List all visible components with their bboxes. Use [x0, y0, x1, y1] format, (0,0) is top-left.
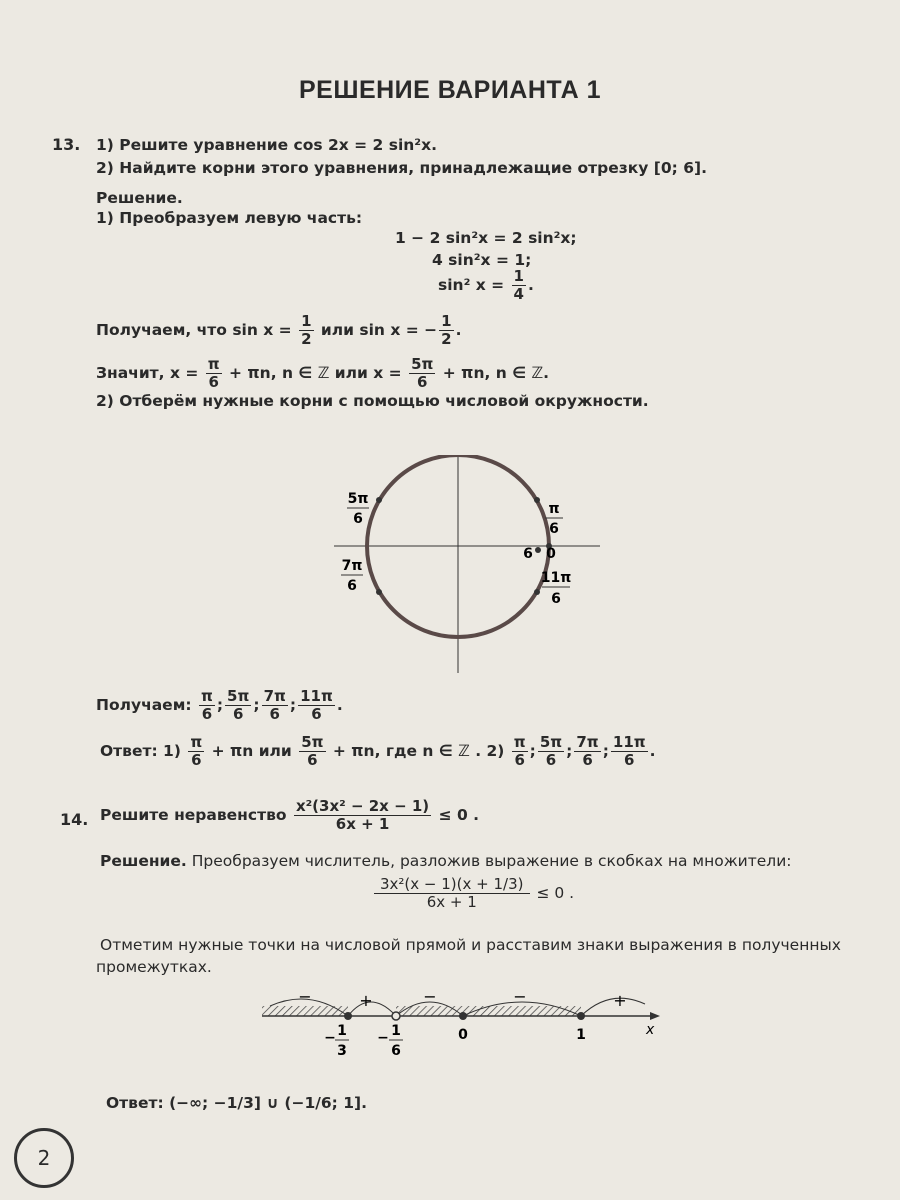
- label-pi-den: 6: [549, 521, 559, 537]
- pt1-den: 3: [337, 1043, 347, 1059]
- answer-14-end: .: [361, 1094, 368, 1112]
- equation-3-left: sin² x =: [438, 276, 505, 294]
- factored-inequality: [372, 876, 574, 911]
- inequality-fraction: $\frac{\text{x²(3x² − 2x − 1)}}{6x + 1}$: [295, 797, 430, 833]
- point-pi-6: [534, 497, 540, 503]
- problem-13-q1: 1) Решите уравнение cos 2x = 2 sin²x.: [96, 136, 437, 154]
- label-7pi-num: 7π: [341, 558, 363, 574]
- pt3-label: 0: [458, 1027, 468, 1043]
- point-zero: [459, 1012, 467, 1020]
- problem-14-q: Решите неравенство: [100, 806, 287, 824]
- mark-text-2: промежутках.: [96, 958, 212, 976]
- sign-1: −: [298, 987, 312, 1006]
- label-5pi-den: 6: [353, 511, 363, 527]
- factored-fraction: $\frac{\text{3x²(x − 1)(x + 1/3)}}{6x + 1}$: [374, 876, 530, 911]
- page-title: РЕШЕНИЕ ВАРИАНТА 1: [298, 76, 601, 104]
- answer-frac-pi-6: $\frac{\pi}{6}$: [190, 733, 203, 769]
- answer-14-part2: (−1/6; 1]: [284, 1094, 362, 1112]
- equation-3: sin² x = $\frac{1}{4}$ .: [438, 267, 534, 303]
- answer-13-mid1: + πn или: [211, 742, 292, 760]
- page-number: 2: [14, 1128, 74, 1188]
- answer-14-part1: (−∞; −1/3]: [169, 1094, 261, 1112]
- number-line-diagram: [250, 984, 670, 1074]
- answer-frac-c: $\frac{7\pi}{6}$: [576, 733, 599, 769]
- label-pi-num: π: [548, 501, 560, 517]
- means-mid2: + πn, n ∈ ℤ.: [442, 364, 550, 382]
- label-11pi-den: 6: [551, 591, 561, 607]
- pt2-minus: −: [377, 1030, 389, 1046]
- point-11pi-6: [534, 589, 540, 595]
- pt4-label: 1: [576, 1027, 586, 1043]
- point-6: [535, 547, 541, 553]
- problem-14-number: 14.: [60, 810, 89, 829]
- sign-5: +: [613, 991, 627, 1010]
- answer-13-prefix: Ответ: 1): [100, 742, 181, 760]
- solution-14-line: [100, 850, 792, 872]
- point-neg-one-sixth: [392, 1012, 400, 1020]
- sin-prefix: Получаем, что sin x =: [96, 321, 292, 339]
- step1-text: 1) Преобразуем левую часть:: [96, 209, 363, 227]
- label-11pi-num: 11π: [540, 570, 572, 586]
- fraction-half: $\frac{1}{2}$: [301, 312, 312, 348]
- answer-14-line: [106, 1092, 367, 1114]
- equation-2: 4 sin²x = 1;: [432, 251, 532, 269]
- fraction-pi-6: $\frac{\pi}{6}$: [207, 355, 220, 391]
- means-prefix: Значит, x =: [96, 364, 199, 382]
- problem-14-line: [100, 798, 479, 833]
- solution-14-text: Преобразуем числитель, разложив выражение в скобках на множители:: [191, 852, 792, 870]
- mark-text-1: Отметим нужные точки на числовой прямой и расставим знаки выражения в полученных: [100, 936, 841, 954]
- number-circle-diagram: [300, 455, 620, 675]
- answer-14-prefix: Ответ:: [106, 1094, 164, 1112]
- means-mid1: + πn, n ∈ ℤ или x =: [229, 364, 402, 382]
- solution-label-14: Решение.: [100, 852, 187, 870]
- sign-2: +: [359, 991, 373, 1010]
- point-5pi-6: [376, 497, 382, 503]
- result-prefix: Получаем:: [96, 696, 192, 714]
- pt1-minus: −: [324, 1030, 336, 1046]
- point-7pi-6: [376, 589, 382, 595]
- sin-mid: или sin x = −: [320, 321, 438, 339]
- point-one: [577, 1012, 585, 1020]
- result-frac-2: $\frac{5\pi}{6}$: [227, 687, 250, 723]
- fraction-5pi-6: $\frac{5\pi}{6}$: [411, 355, 434, 391]
- fraction-one-quarter: $\frac{1}{4}$: [513, 267, 524, 303]
- step2-text: 2) Отберём нужные корни с помощью числовой окружности.: [96, 392, 649, 410]
- x-axis-arrow: [650, 1012, 660, 1020]
- result-frac-1: $\frac{\pi}{6}$: [200, 687, 213, 723]
- pt1-num: 1: [337, 1023, 347, 1039]
- equation-1: 1 − 2 sin²x = 2 sin²x;: [395, 229, 577, 247]
- x-axis-label: x: [646, 1022, 655, 1038]
- answer-13-mid2: + πn, где n ∈ ℤ . 2): [332, 742, 505, 760]
- problem-13-number: 13.: [52, 135, 81, 154]
- general-solution-line: [96, 356, 549, 391]
- answer-13-line: Ответ: 1) $\frac{\pi}{6}$ + πn или $\frac{5\pi}{6}$ + πn, где n ∈ ℤ . 2) $\frac{\pi}{6}$ ; $\frac{5\pi}{6}$ ; $\frac{7\pi}{6}$ ; $\frac{11\pi}{6}$ .: [100, 733, 656, 769]
- answer-frac-a: $\frac{\pi}{6}$: [513, 733, 526, 769]
- answer-frac-5pi-6: $\frac{5\pi}{6}$: [301, 733, 324, 769]
- result-frac-3: $\frac{7\pi}{6}$: [263, 687, 286, 723]
- label-six: 6: [523, 546, 533, 562]
- sign-3: −: [423, 987, 437, 1006]
- sign-4: −: [513, 987, 527, 1006]
- inequality-relation: ≤ 0 .: [438, 806, 480, 824]
- hatch-middle: [396, 1006, 581, 1016]
- result-frac-4: $\frac{11\pi}{6}$: [300, 687, 333, 723]
- result-line: Получаем: $\frac{\pi}{6}$ ; $\frac{5\pi}{6}$ ; $\frac{7\pi}{6}$ ; $\frac{11\pi}{6}$ .: [96, 687, 343, 723]
- answer-frac-b: $\frac{5\pi}{6}$: [539, 733, 563, 769]
- label-5pi-num: 5π: [347, 491, 369, 507]
- pt2-num: 1: [391, 1023, 401, 1039]
- answer-14-union: ∪: [266, 1094, 279, 1112]
- solution-label-13: Решение.: [96, 189, 183, 207]
- answer-frac-d: $\frac{11\pi}{6}$: [612, 733, 646, 769]
- fraction-half-neg: $\frac{1}{2}$: [441, 312, 452, 348]
- sin-values-line: Получаем, что sin x = $\frac{1}{2}$ или sin x = − $\frac{1}{2}$ .: [96, 312, 462, 348]
- pt2-den: 6: [391, 1043, 401, 1059]
- problem-13-q2: 2) Найдите корни этого уравнения, принадлежащие отрезку [0; 6].: [96, 159, 708, 177]
- label-7pi-den: 6: [347, 578, 357, 594]
- label-zero: 0: [546, 546, 556, 562]
- point-neg-one-third: [344, 1012, 352, 1020]
- factored-relation: ≤ 0 .: [536, 884, 575, 902]
